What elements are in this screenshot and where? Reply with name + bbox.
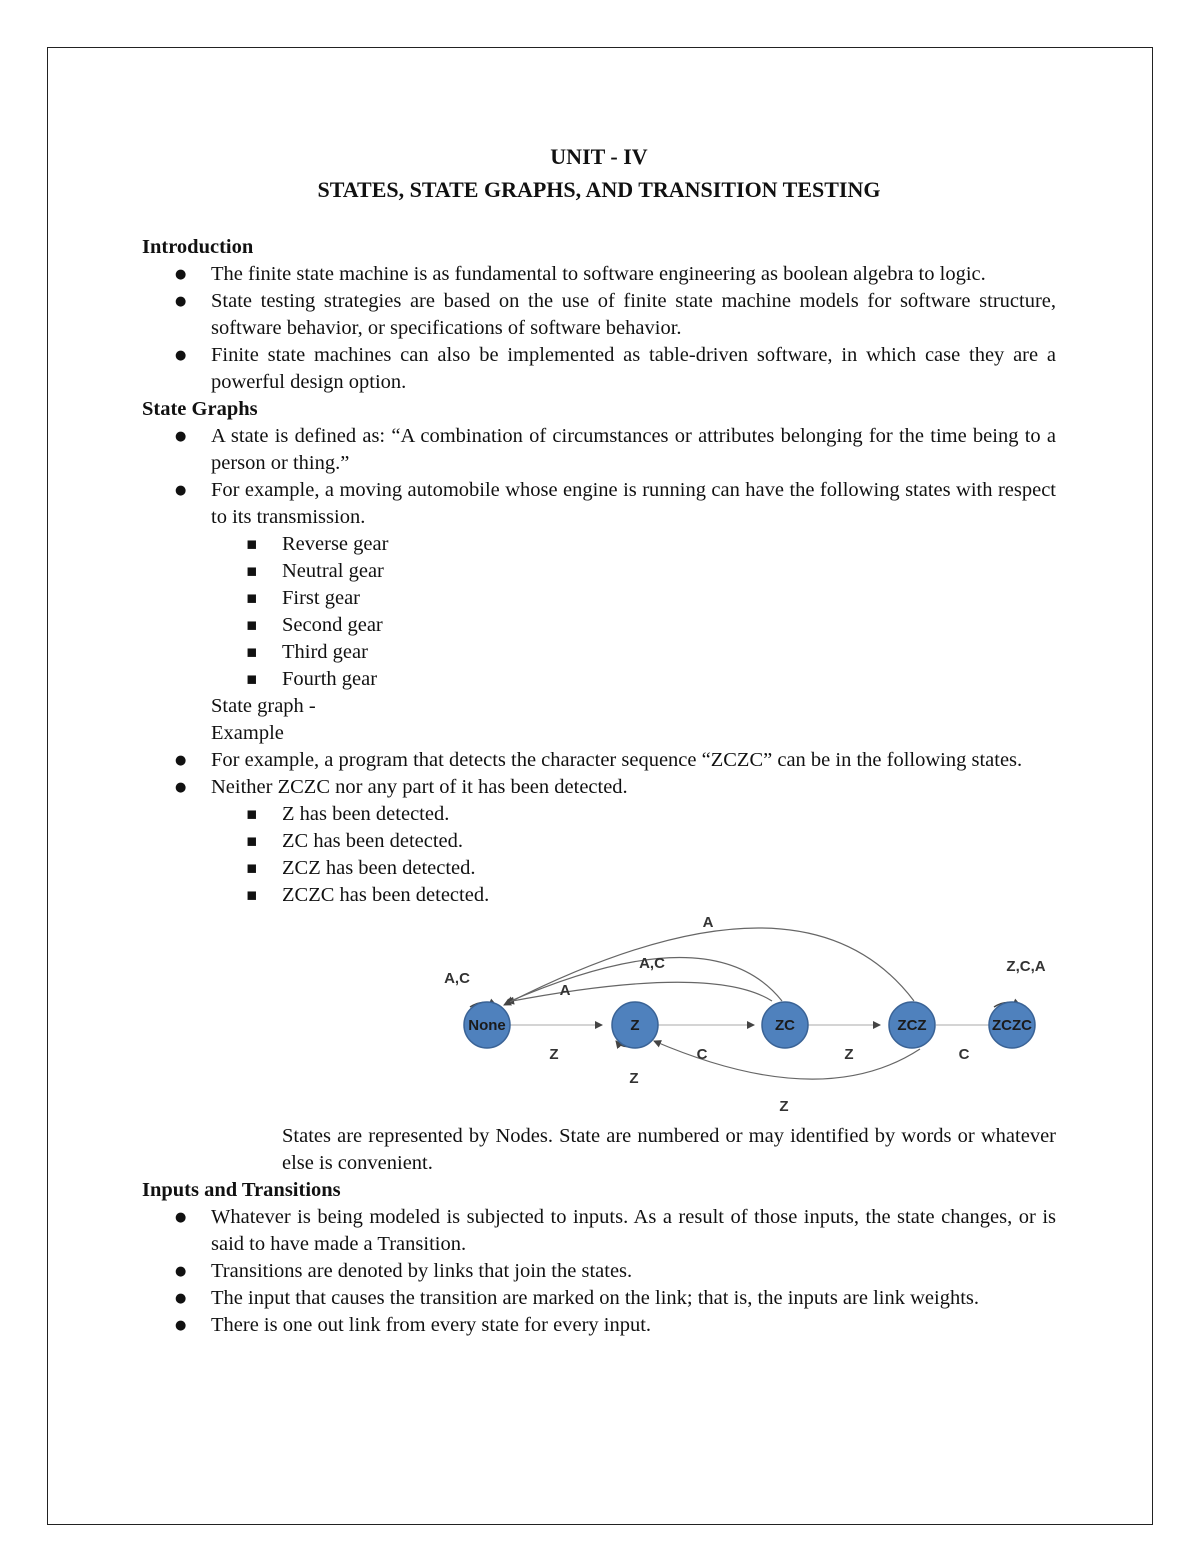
unit-title: UNIT - IV — [550, 144, 648, 169]
chapter-title: STATES, STATE GRAPHS, AND TRANSITION TESTING — [317, 177, 881, 202]
list-item: ● There is one out link from every state for every input. — [142, 1312, 1056, 1339]
node-zc — [762, 1002, 808, 1048]
list-item: ● The input that causes the transition are marked on the link; that is, the inputs are link weights. — [142, 1285, 1056, 1312]
list-item: ● State testing strategies are based on the use of finite state machine models for software structure, software behavior, or specifications of software behavior. — [142, 288, 1056, 342]
gear-item: ▪ Third gear — [142, 639, 1056, 666]
node-z — [612, 1002, 658, 1048]
introduction-heading: Introduction — [142, 236, 254, 258]
label-zc-to-zcz: Z — [844, 1046, 854, 1063]
label-zc-to-none: A,C — [639, 955, 665, 972]
gear-item: ▪ Second gear — [142, 612, 1056, 639]
state-graphs-list-b — [142, 747, 1056, 801]
list-item: ● For example, a moving automobile whose engine is running can have the following states with respect to its transmission. — [142, 477, 1056, 531]
title-block — [142, 140, 1056, 206]
list-item: ● Neither ZCZC nor any part of it has been detected. — [142, 774, 1056, 801]
edge-z-to-none — [507, 982, 772, 1002]
node-zcz-label: ZCZ — [897, 1017, 927, 1034]
document-content — [142, 140, 1056, 1339]
label-none-self: A,C — [444, 970, 470, 987]
label-z-to-none: A — [559, 982, 571, 999]
list-item: ● Finite state machines can also be implemented as table-driven software, in which case they are a powerful design option. — [142, 342, 1056, 396]
label-zczc-self: Z,C,A — [1006, 958, 1046, 975]
diagram-caption: States are represented by Nodes. State are numbered or may identified by words or whatever else is convenient. — [282, 1125, 1056, 1174]
detected-item: ▪ Z has been detected. — [142, 801, 1056, 828]
state-graphs-list-a — [142, 423, 1056, 531]
label-zcz-to-zczc: C — [958, 1046, 970, 1063]
node-none — [464, 1002, 510, 1048]
node-zc-label: ZC — [775, 1017, 795, 1034]
list-item: ● The finite state machine is as fundamental to software engineering as boolean algebra to logic. — [142, 261, 1056, 288]
node-none-label: None — [468, 1017, 506, 1034]
node-zczc-label: ZCZC — [992, 1017, 1032, 1034]
detected-item: ▪ ZCZ has been detected. — [142, 855, 1056, 882]
node-zczc — [989, 1002, 1035, 1048]
state-graphs-heading: State Graphs — [142, 398, 258, 420]
detected-item: ▪ ZC has been detected. — [142, 828, 1056, 855]
list-item: ● A state is defined as: “A combination of circumstances or attributes belonging for the time being to a person or thing.” — [142, 423, 1056, 477]
detected-item: ▪ ZCZC has been detected. — [142, 882, 1056, 909]
node-zcz — [889, 1002, 935, 1048]
state-diagram — [282, 913, 1046, 1123]
introduction-list — [142, 261, 1056, 396]
node-z-label: Z — [630, 1017, 640, 1034]
label-zcz-to-z: Z — [779, 1098, 789, 1115]
gear-item: ▪ Reverse gear — [142, 531, 1056, 558]
list-item: ● Whatever is being modeled is subjected to inputs. As a result of those inputs, the state changes, or is said to have made a Transition. — [142, 1204, 1056, 1258]
state-graph-label: State graph - — [211, 695, 316, 717]
gear-item: ▪ Fourth gear — [142, 666, 1056, 693]
list-item: ● For example, a program that detects the character sequence “ZCZC” can be in the following states. — [142, 747, 1056, 774]
label-z-to-zc: C — [696, 1046, 708, 1063]
gear-item: ▪ Neutral gear — [142, 558, 1056, 585]
example-label: Example — [211, 722, 284, 744]
gear-list — [142, 531, 1056, 693]
label-none-to-z: Z — [549, 1046, 559, 1063]
state-diagram-container — [142, 913, 1056, 1123]
gear-item: ▪ First gear — [142, 585, 1056, 612]
detected-list — [142, 801, 1056, 909]
inputs-transitions-list — [142, 1204, 1056, 1339]
label-zcz-to-none: A — [702, 914, 714, 931]
list-item: ● Transitions are denoted by links that join the states. — [142, 1258, 1056, 1285]
inputs-transitions-heading: Inputs and Transitions — [142, 1179, 341, 1201]
label-z-self: Z — [629, 1070, 639, 1087]
